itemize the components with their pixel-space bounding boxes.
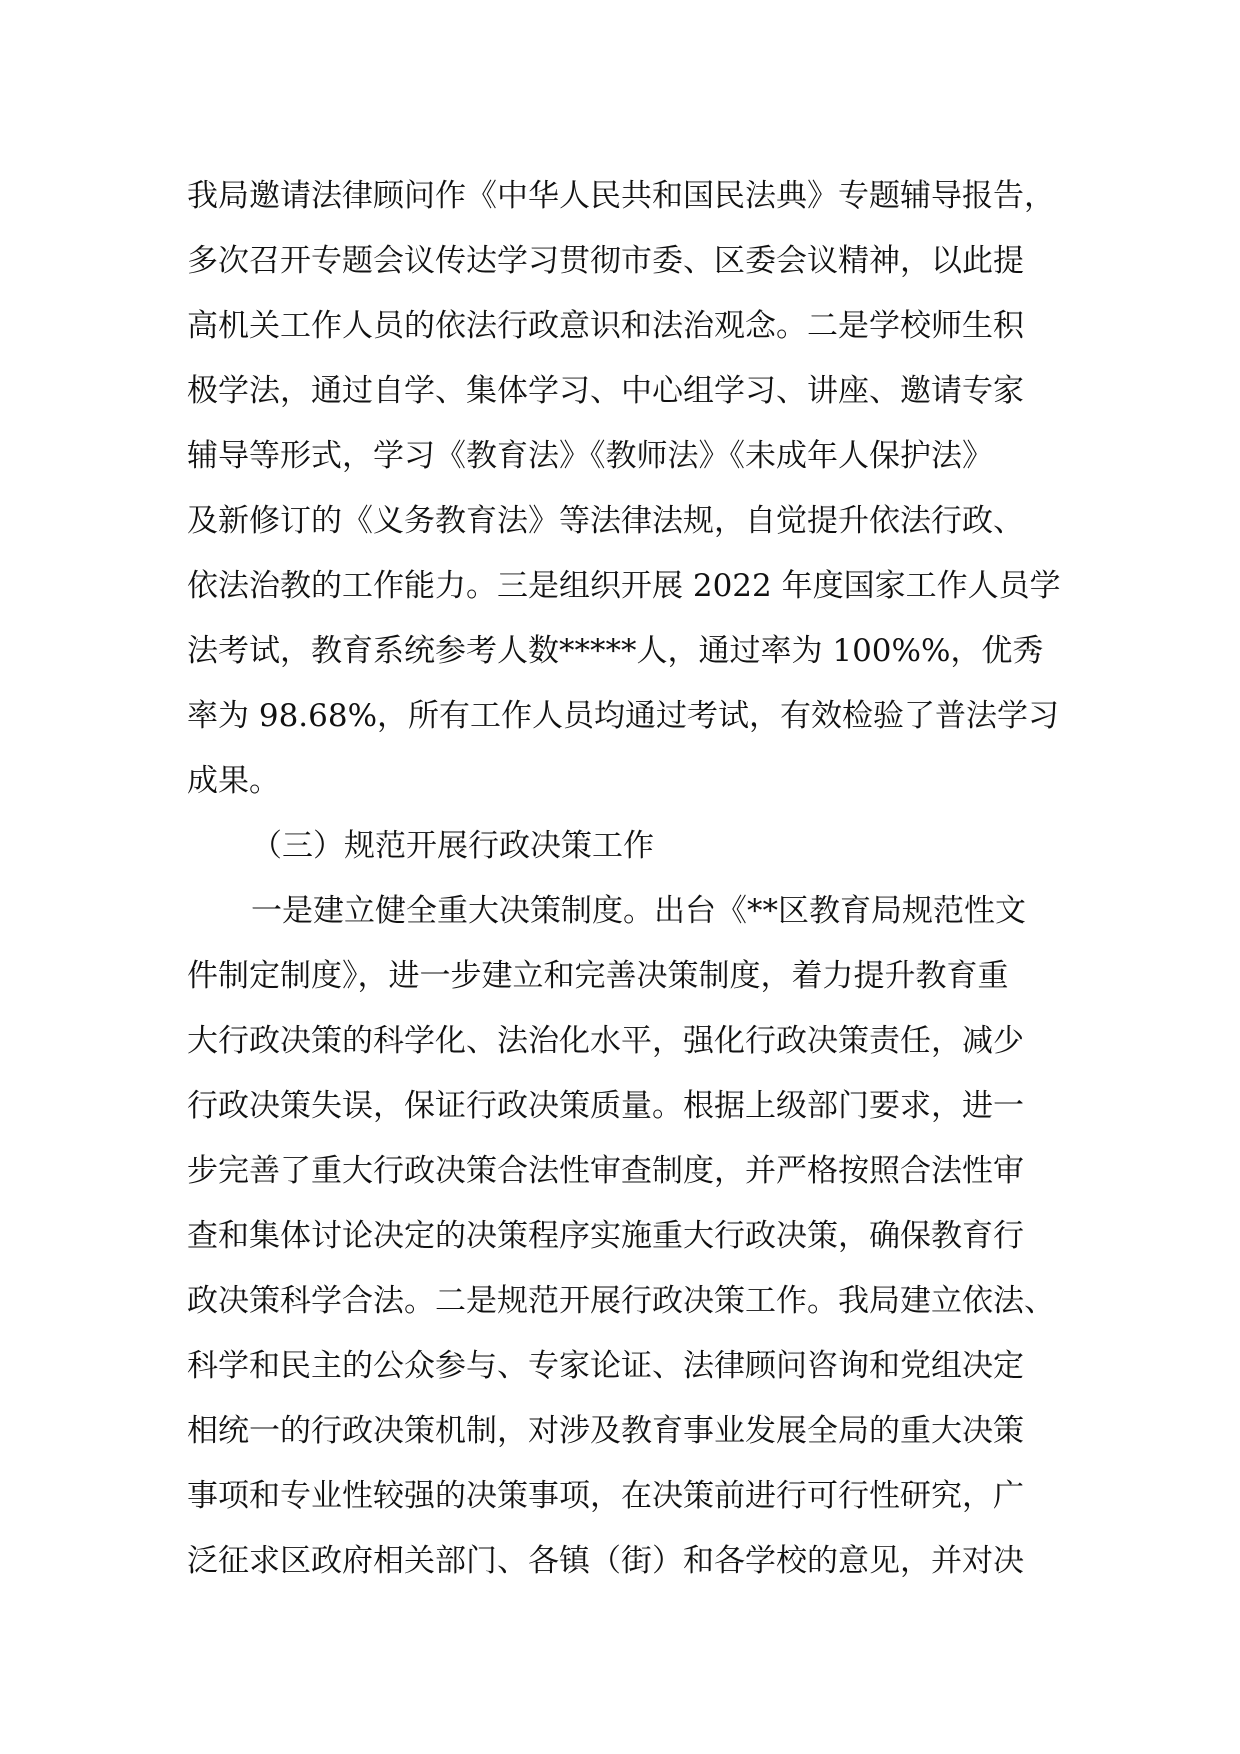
- text-line: 法考试，教育系统参考人数*****人，通过率为 100%%，优秀: [187, 633, 1044, 669]
- text-line: 相统一的行政决策机制，对涉及教育事业发展全局的重大决策: [187, 1413, 1024, 1449]
- text-line: 大行政决策的科学化、法治化水平，强化行政决策责任，减少: [187, 1023, 1024, 1059]
- text-line: 政决策科学合法。二是规范开展行政决策工作。我局建立依法、: [187, 1283, 1055, 1319]
- text-line: 事项和专业性较强的决策事项，在决策前进行可行性研究，广: [187, 1478, 1024, 1514]
- text-line: 科学和民主的公众参与、专家论证、法律顾问咨询和党组决定: [187, 1348, 1024, 1384]
- section-heading: （三）规范开展行政决策工作: [251, 828, 654, 864]
- text-line: 及新修订的《义务教育法》等法律法规，自觉提升依法行政、: [187, 503, 1024, 539]
- text-line: 辅导等形式，学习《教育法》《教师法》《未成年人保护法》: [187, 438, 993, 474]
- text-line: 极学法，通过自学、集体学习、中心组学习、讲座、邀请专家: [187, 373, 1024, 409]
- text-line: 率为 98.68%，所有工作人员均通过考试，有效检验了普法学习: [187, 698, 1060, 734]
- text-line: 查和集体讨论决定的决策程序实施重大行政决策，确保教育行: [187, 1218, 1024, 1254]
- text-line: 一是建立健全重大决策制度。出台《**区教育局规范性文: [251, 893, 1026, 929]
- text-line: 依法治教的工作能力。三是组织开展 2022 年度国家工作人员学: [187, 568, 1061, 604]
- text-line: 行政决策失误，保证行政决策质量。根据上级部门要求，进一: [187, 1088, 1024, 1124]
- text-line: 件制定制度》，进一步建立和完善决策制度，着力提升教育重: [187, 958, 1009, 994]
- text-line: 泛征求区政府相关部门、各镇（街）和各学校的意见，并对决: [187, 1543, 1024, 1579]
- text-line: 步完善了重大行政决策合法性审查制度，并严格按照合法性审: [187, 1153, 1024, 1189]
- text-line: 多次召开专题会议传达学习贯彻市委、区委会议精神，以此提: [187, 243, 1024, 279]
- document-body: [187, 164, 1087, 1594]
- text-line: 我局邀请法律顾问作《中华人民共和国民法典》专题辅导报告，: [187, 178, 1055, 214]
- text-line: 高机关工作人员的依法行政意识和法治观念。二是学校师生积: [187, 308, 1024, 344]
- text-line: 成果。: [187, 763, 280, 799]
